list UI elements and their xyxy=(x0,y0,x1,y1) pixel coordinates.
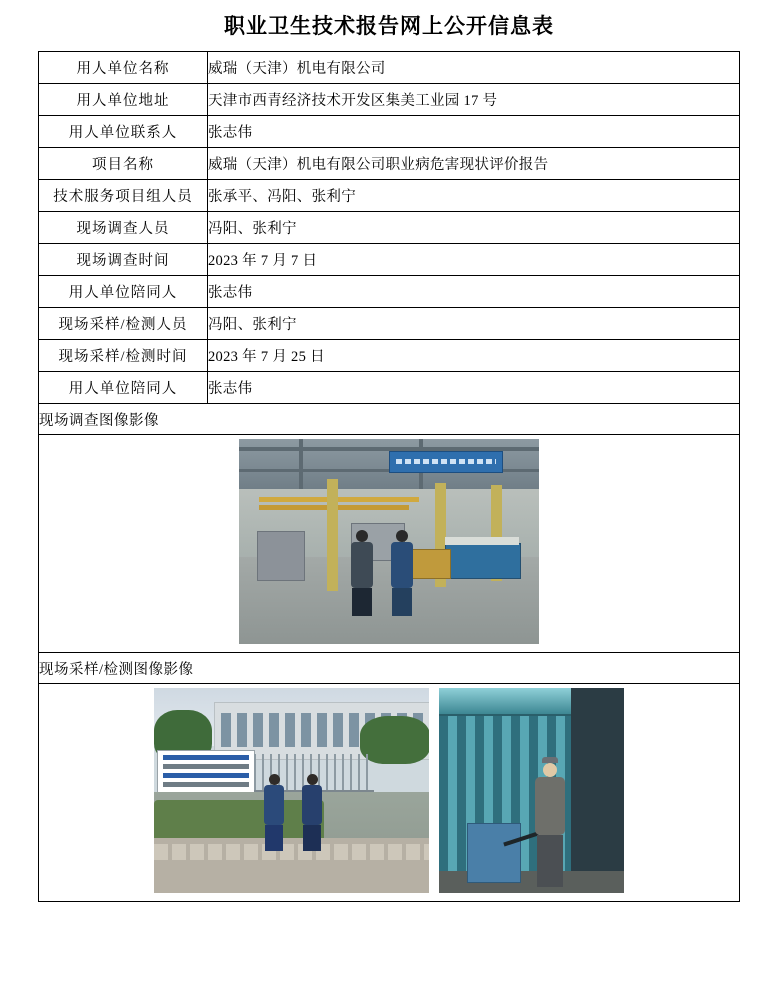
table-row xyxy=(39,308,740,340)
person-sampler-a xyxy=(264,774,284,851)
investigation-media-cell xyxy=(39,435,740,653)
table-row xyxy=(39,276,740,308)
row-label: 现场采样/检测时间 xyxy=(39,340,208,372)
workbench-top xyxy=(445,537,519,545)
row-value: 张志伟 xyxy=(208,276,740,308)
table-row xyxy=(39,372,740,404)
row-label: 现场调查人员 xyxy=(39,212,208,244)
row-value: 冯阳、张利宁 xyxy=(208,212,740,244)
sign-line-3 xyxy=(163,773,249,778)
section-heading-sampling: 现场采样/检测图像影像 xyxy=(39,653,740,684)
row-value: 张志伟 xyxy=(208,116,740,148)
person-sampler-b xyxy=(302,774,322,851)
table-row xyxy=(39,340,740,372)
sampling-media-cell xyxy=(39,684,740,902)
row-label: 用人单位陪同人 xyxy=(39,372,208,404)
person-operator xyxy=(535,757,565,887)
table-row xyxy=(39,84,740,116)
column xyxy=(327,479,338,591)
section-row-sampling xyxy=(39,653,740,684)
safety-banner xyxy=(389,451,503,473)
shelf xyxy=(257,531,305,581)
company-sign xyxy=(157,750,255,794)
row-label: 用人单位名称 xyxy=(39,52,208,84)
sign-line-1 xyxy=(163,755,249,760)
beam xyxy=(299,439,303,491)
workbench xyxy=(445,543,521,579)
sign-line-2 xyxy=(163,764,249,769)
person-worker-b xyxy=(391,530,413,616)
workshop-interior-photo xyxy=(239,439,539,644)
table-row xyxy=(39,244,740,276)
row-label: 项目名称 xyxy=(39,148,208,180)
paved-path xyxy=(154,838,429,893)
row-value: 天津市西青经济技术开发区集美工业园 17 号 xyxy=(208,84,740,116)
table-row xyxy=(39,180,740,212)
row-label: 现场采样/检测人员 xyxy=(39,308,208,340)
table-row xyxy=(39,116,740,148)
row-value: 威瑞（天津）机电有限公司职业病危害现状评价报告 xyxy=(208,148,740,180)
row-label: 技术服务项目组人员 xyxy=(39,180,208,212)
lawn xyxy=(154,800,324,842)
table-row xyxy=(39,148,740,180)
row-value: 张承平、冯阳、张利宁 xyxy=(208,180,740,212)
sign-line-4 xyxy=(163,782,249,787)
section-row-investigation xyxy=(39,404,740,435)
row-value: 冯阳、张利宁 xyxy=(208,308,740,340)
media-row-sampling xyxy=(39,684,740,902)
booth-curtain-rail xyxy=(439,688,579,716)
row-value: 2023 年 7 月 25 日 xyxy=(208,340,740,372)
section-heading-investigation: 现场调查图像影像 xyxy=(39,404,740,435)
row-label: 用人单位陪同人 xyxy=(39,276,208,308)
page-title: 职业卫生技术报告网上公开信息表 xyxy=(224,14,554,38)
media-row-investigation xyxy=(39,435,740,653)
row-label: 用人单位地址 xyxy=(39,84,208,116)
table-row xyxy=(39,52,740,84)
row-label: 用人单位联系人 xyxy=(39,116,208,148)
table-row xyxy=(39,212,740,244)
row-label: 现场调查时间 xyxy=(39,244,208,276)
booth-wall xyxy=(571,688,624,893)
row-value: 威瑞（天津）机电有限公司 xyxy=(208,52,740,84)
row-value: 张志伟 xyxy=(208,372,740,404)
info-table xyxy=(38,51,740,902)
factory-gate-photo xyxy=(154,688,429,893)
row-value: 2023 年 7 月 7 日 xyxy=(208,244,740,276)
pipe xyxy=(259,497,419,502)
person-worker-a xyxy=(351,530,373,616)
spray-booth-photo xyxy=(439,688,624,893)
equipment-cart xyxy=(467,823,521,883)
